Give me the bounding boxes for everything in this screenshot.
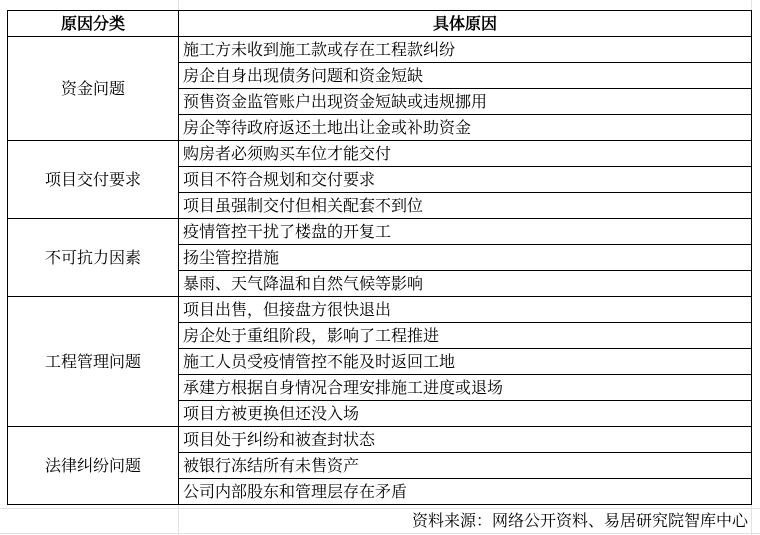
reason-cell[interactable]: 扬尘管控措施: [179, 245, 752, 271]
reason-cell[interactable]: 施工方未收到施工款或存在工程款纠纷: [179, 37, 752, 63]
reason-cell[interactable]: 房企处于重组阶段，影响了工程推进: [179, 323, 752, 349]
table-row: [8, 297, 752, 323]
reason-cell[interactable]: 承建方根据自身情况合理安排施工进度或退场: [179, 375, 752, 401]
reason-cell[interactable]: 施工人员受疫情管控不能及时返回工地: [179, 349, 752, 375]
table-row: [8, 427, 752, 453]
reason-cell[interactable]: 购房者必须购买车位才能交付: [179, 141, 752, 167]
reason-cell[interactable]: 被银行冻结所有未售资产: [179, 453, 752, 479]
category-cell-delivery[interactable]: 项目交付要求: [8, 141, 179, 219]
causes-table: [7, 10, 752, 505]
reason-cell[interactable]: 房企自身出现债务问题和资金短缺: [179, 63, 752, 89]
reason-cell[interactable]: 项目虽强制交付但相关配套不到位: [179, 193, 752, 219]
category-cell-funding[interactable]: 资金问题: [8, 37, 179, 141]
reason-cell[interactable]: 项目出售，但接盘方很快退出: [179, 297, 752, 323]
header-row: [8, 11, 752, 37]
reason-cell[interactable]: 项目不符合规划和交付要求: [179, 167, 752, 193]
table-row: [8, 219, 752, 245]
table-row: [8, 37, 752, 63]
reason-cell[interactable]: 项目处于纠纷和被查封状态: [179, 427, 752, 453]
category-cell-force-majeure[interactable]: 不可抗力因素: [8, 219, 179, 297]
category-cell-legal[interactable]: 法律纠纷问题: [8, 427, 179, 505]
reason-cell[interactable]: 公司内部股东和管理层存在矛盾: [179, 479, 752, 505]
source-note[interactable]: 资料来源：网络公开资料、易居研究院智库中心: [411, 511, 748, 530]
reason-cell[interactable]: 预售资金监管账户出现资金短缺或违规挪用: [179, 89, 752, 115]
reason-cell[interactable]: 房企等待政府返还土地出让金或补助资金: [179, 115, 752, 141]
reason-cell[interactable]: 暴雨、天气降温和自然气候等影响: [179, 271, 752, 297]
header-category[interactable]: 原因分类: [8, 11, 179, 37]
reason-cell[interactable]: 疫情管控干扰了楼盘的开复工: [179, 219, 752, 245]
header-reason[interactable]: 具体原因: [179, 11, 752, 37]
category-cell-engineering[interactable]: 工程管理问题: [8, 297, 179, 427]
table-row: [8, 141, 752, 167]
reason-cell[interactable]: 项目方被更换但还没入场: [179, 401, 752, 427]
